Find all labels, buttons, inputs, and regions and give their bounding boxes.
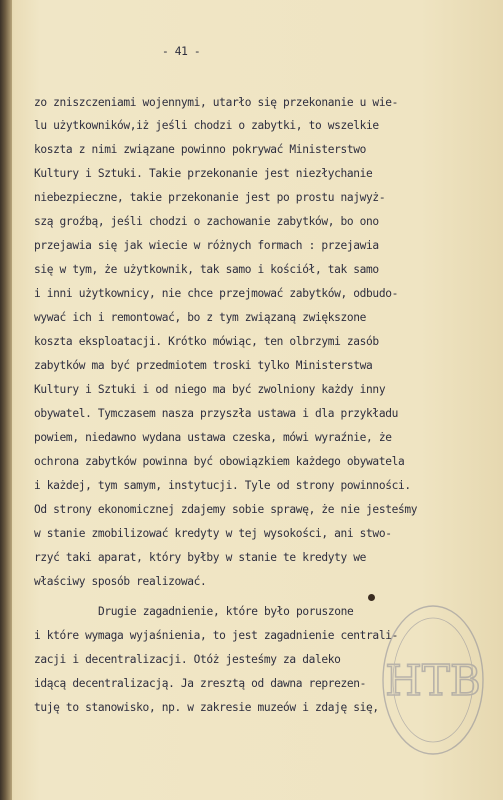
text-line: tuję to stanowisko, np. w zakresie muzeów i zdaję się, (34, 701, 379, 714)
text-line: lu użytkowników,iż jeśli chodzi o zabytki, to wszelkie (34, 119, 379, 132)
ink-spot (368, 594, 375, 601)
text-line: i każdej, tym samym, instytucji. Tyle od strony powinności. (34, 479, 411, 492)
page-number: - 41 - (162, 45, 201, 58)
text-line: Drugie zagadnienie, które było poruszone (98, 605, 354, 618)
archive-watermark-stamp (378, 600, 488, 760)
text-line: koszta eksploatacji. Krótko mówiąc, ten olbrzymi zasób (34, 335, 379, 348)
text-line: i inni użytkownicy, nie chce przejmować zabytków, odbudo- (34, 287, 398, 300)
text-line: w stanie zmobilizować kredyty w tej wysokości, ani stwo- (34, 527, 392, 540)
text-line: Kultury i Sztuki. Takie przekonanie jest niezłychanie (34, 167, 373, 180)
text-line: obywatel. Tymczasem nasza przyszła ustawa i dla przykładu (34, 407, 398, 420)
svg-text:HTB: HTB (385, 656, 481, 705)
text-line: przejawia się jak wiecie w różnych formach : przejawia (34, 239, 379, 252)
text-line: rzyć taki aparat, który byłby w stanie te kredyty we (34, 551, 367, 564)
text-line: powiem, niedawno wydana ustawa czeska, mówi wyraźnie, że (34, 431, 392, 444)
text-line: ochrona zabytków powinna być obowiązkiem każdego obywatela (34, 455, 405, 468)
text-line: właściwy sposób realizować. (34, 575, 207, 588)
text-line: się w tym, że użytkownik, tak samo i kościół, tak samo (34, 263, 379, 276)
text-line: niebezpieczne, takie przekonanie jest po prostu najwyż- (34, 191, 386, 204)
text-line: zabytków ma być przedmiotem troski tylko Ministerstwa (34, 359, 373, 372)
text-line: wywać ich i remontować, bo z tym związaną zwiększone (34, 311, 367, 324)
text-line: i które wymaga wyjaśnienia, to jest zagadnienie centrali- (34, 629, 398, 642)
text-line: Od strony ekonomicznej zdajemy sobie sprawę, że nie jesteśmy (34, 503, 418, 516)
text-line: zacji i decentralizacji. Otóż jesteśmy za daleko (34, 653, 341, 666)
text-line: Kultury i Sztuki i od niego ma być zwolniony każdy inny (34, 383, 386, 396)
text-line: szą groźbą, jeśli chodzi o zachowanie zabytków, bo ono (34, 215, 379, 228)
text-line: koszta z nimi związane powinno pokrywać Ministerstwo (34, 143, 367, 156)
text-line: zo zniszczeniami wojennymi, utarło się przekonanie u wie- (34, 96, 398, 109)
text-line: idącą decentralizacją. Ja zresztą od dawna reprezen- (34, 677, 367, 690)
book-gutter (0, 0, 12, 800)
